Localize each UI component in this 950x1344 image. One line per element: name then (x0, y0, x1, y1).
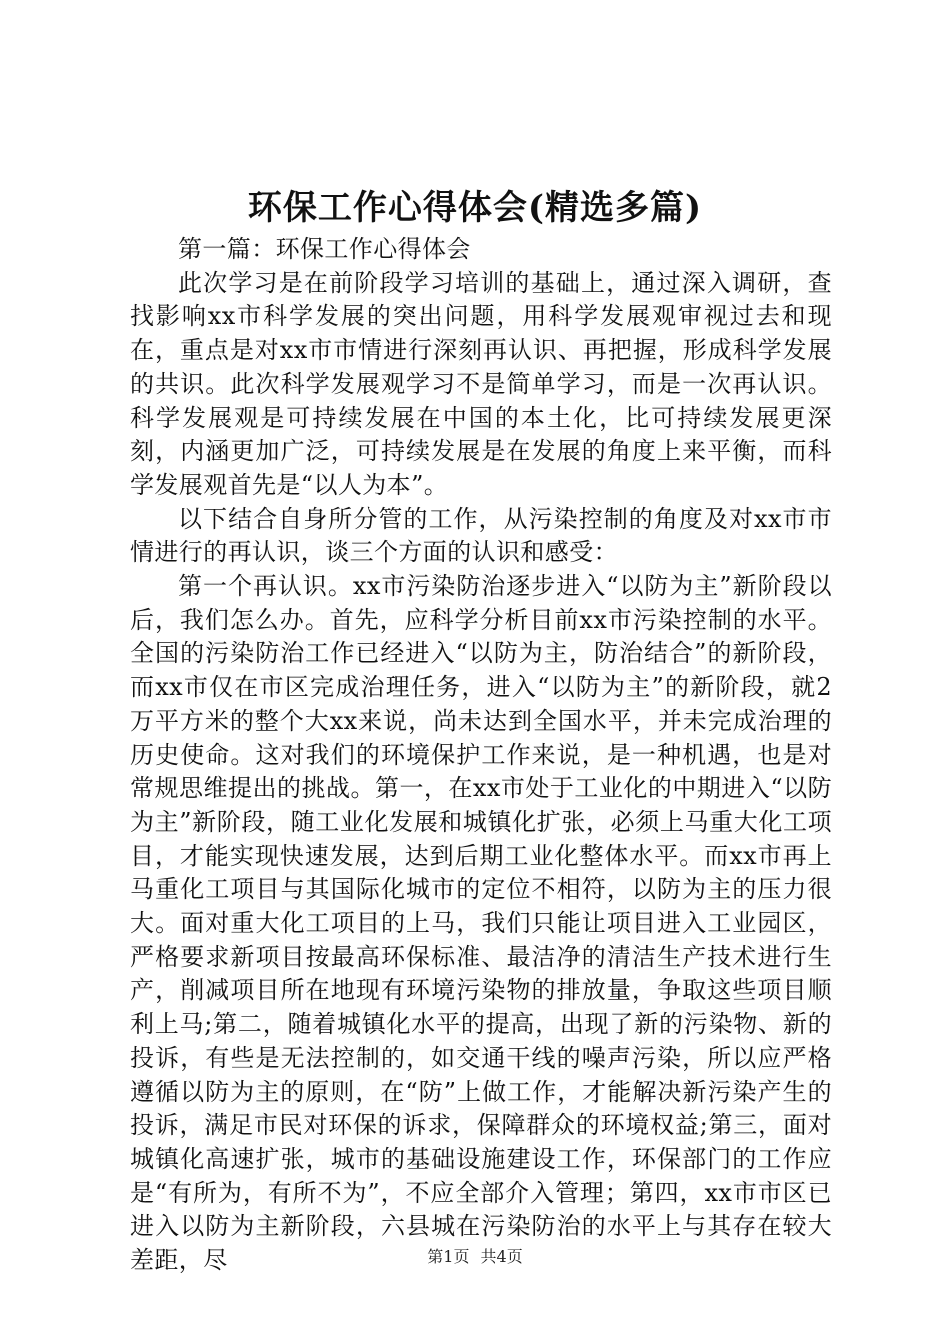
body-paragraph: 此次学习是在前阶段学习培训的基础上，通过深入调研，查找影响xx市科学发展的突出问题，用科学发展观审视过去和现在，重点是对xx市市情进行深刻再认识、再把握，形成科学发展的共识。此次科学发展观学习不是简单学习，而是一次再认识。科学发展观是可持续发展在中国的本土化，比可持续发展更深刻，内涵更加广泛，可持续发展是在发展的角度上来平衡，而科学发展观首先是“以人为本”。 (130, 268, 832, 499)
page-number: 第1页 (427, 1247, 470, 1266)
document-title: 环保工作心得体会(精选多篇) (247, 188, 703, 228)
body-paragraph: 以下结合自身所分管的工作，从污染控制的角度及对xx市市情进行的再认识，谈三个方面的认识和感受： (130, 504, 832, 567)
body-paragraph: 第一个再认识。xx市污染防治逐步进入“以防为主”新阶段以后，我们怎么办。首先，应科学分析目前xx市污染控制的水平。全国的污染防治工作已经进入“以防为主，防治结合”的新阶段，而xx市仅在市区完成治理任务，进入“以防为主”的新阶段，就2万平方米的整个大xx来说，尚未达到全国水平，并未完成治理的历史使命。这对我们的环境保护工作来说，是一种机遇，也是对常规思维提出的挑战。第一，在xx市处于工业化的中期进入“以防为主”新阶段，随工业化发展和城镇化扩张，必须上马重大化工项目，才能实现快速发展，达到后期工业化整体水平。而xx市再上马重化工项目与其国际化城市的定位不相符，以防为主的压力很大。面对重大化工项目的上马，我们只能让项目进入工业园区，严格要求新项目按最高环保标准、最洁净的清洁生产技术进行生产，削减项目所在地现有环境污染物的排放量，争取这些项目顺利上马;第二，随着城镇化水平的提高，出现了新的污染物、新的投诉，有些是无法控制的，如交通干线的噪声污染，所以应严格遵循以防为主的原则，在“防”上做工作，才能解决新污染产生的投诉，满足市民对环保的诉求，保障群众的环境权益;第三，面对城镇化高速扩张，城市的基础设施建设工作，环保部门的工作应是“有所为，有所不为”，不应全部介入管理；第四，xx市市区已进入以防为主新阶段，六县城在污染防治的水平上与其存在较大差距，尽 (130, 572, 832, 1275)
document-body (130, 233, 832, 1278)
page-footer (0, 1245, 950, 1269)
section-heading: 第一篇：环保工作心得体会 (178, 235, 471, 263)
page-total: 共4页 (480, 1247, 523, 1266)
